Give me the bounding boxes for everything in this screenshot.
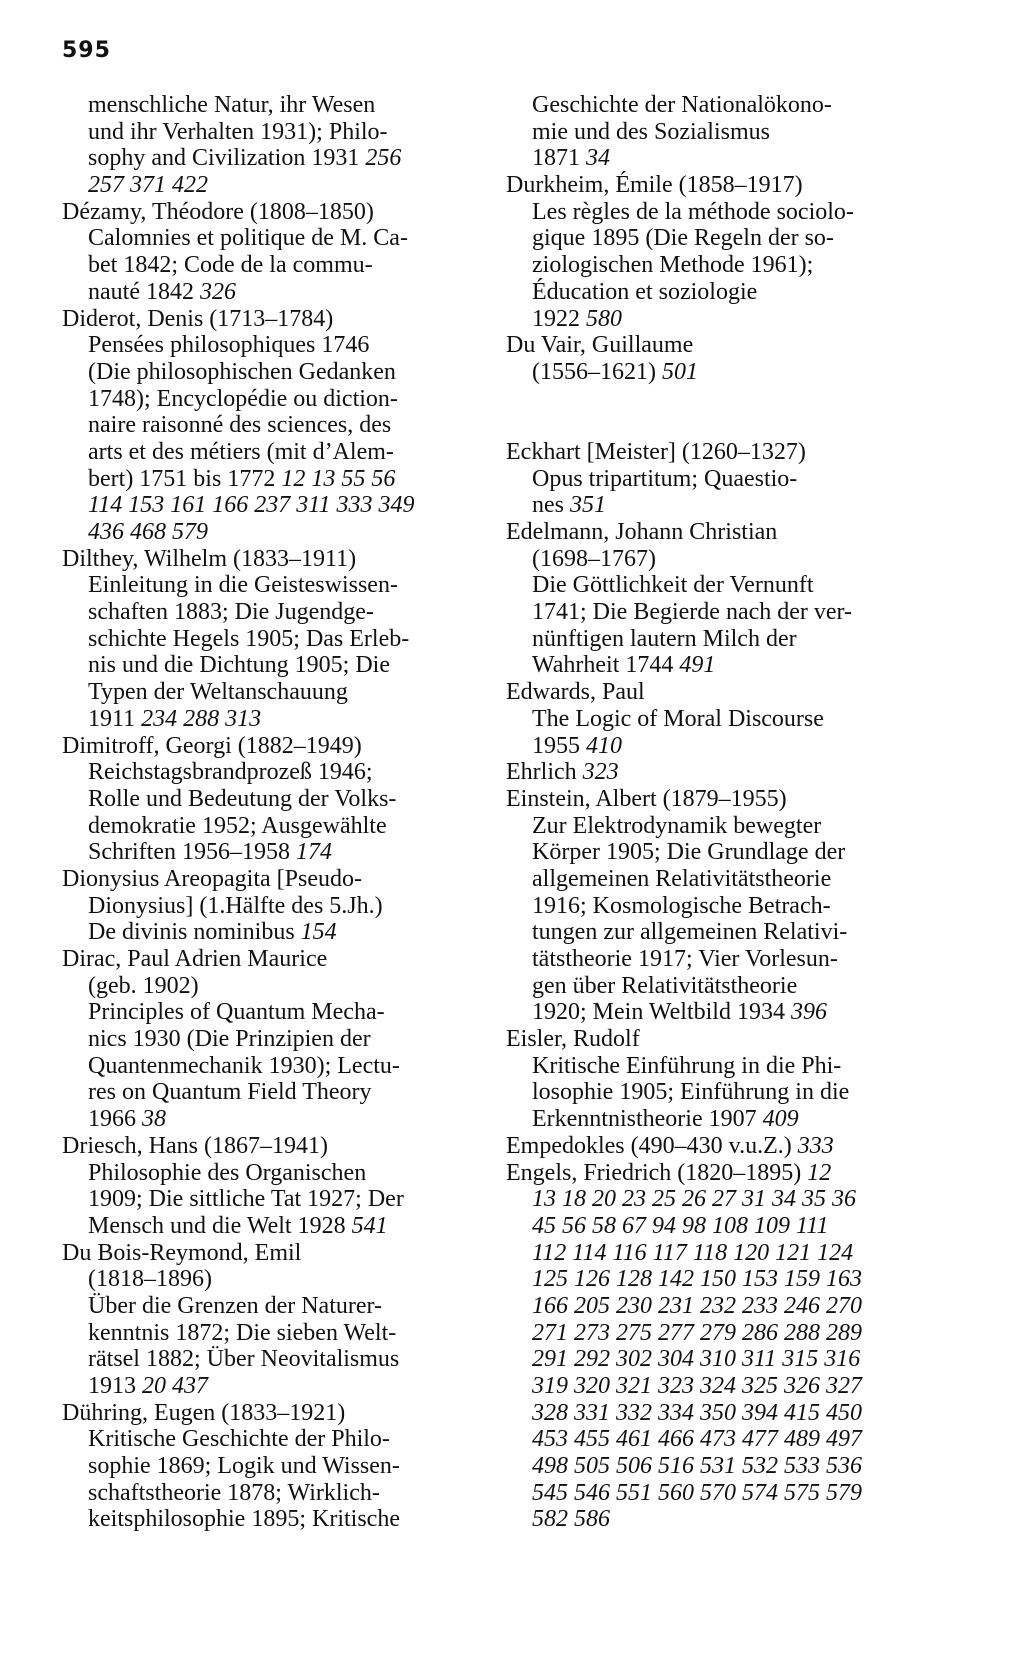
index-entry-continuation xyxy=(62,652,477,679)
index-entry-continuation xyxy=(62,999,477,1026)
page-number: 595 xyxy=(62,38,111,63)
index-entry-heading xyxy=(62,199,477,226)
entry-text: mie und des Sozialismus xyxy=(532,118,770,145)
index-entry-continuation xyxy=(62,332,477,359)
index-entry-continuation xyxy=(62,1106,477,1133)
entry-text: Schriften 1956–1958 xyxy=(88,839,296,866)
index-entry-continuation xyxy=(62,1373,477,1400)
index-entry-continuation xyxy=(506,1293,921,1320)
page-references: 13 18 20 23 25 26 27 31 34 35 36 xyxy=(532,1186,856,1213)
entry-text: ziologischen Methode 1961); xyxy=(532,252,814,279)
index-entry-continuation xyxy=(506,199,921,226)
index-entry-heading xyxy=(506,679,921,706)
entry-text: 1741; Die Begierde nach der ver- xyxy=(532,599,853,626)
index-entry-continuation xyxy=(62,359,477,386)
page-references: 234 288 313 xyxy=(141,705,262,732)
page-references: 271 273 275 277 279 286 288 289 xyxy=(532,1319,862,1346)
entry-text: 1920; Mein Weltbild 1934 xyxy=(532,999,791,1026)
entry-text: tätstheorie 1917; Vier Vorlesun- xyxy=(532,946,838,973)
entry-text: Reichstagsbrandprozeß 1946; xyxy=(88,759,373,786)
entry-text: (Die philosophischen Gedanken xyxy=(88,358,396,385)
index-entry-continuation xyxy=(506,572,921,599)
index-entry-continuation xyxy=(62,252,477,279)
page-references: 38 xyxy=(142,1106,166,1133)
entry-text: sophy and Civilization 1931 xyxy=(88,145,366,172)
index-entry-continuation xyxy=(506,252,921,279)
page-references: 12 xyxy=(807,1159,832,1186)
index-entry-continuation xyxy=(506,599,921,626)
entry-text: Wahrheit 1744 xyxy=(532,652,680,679)
entry-text: Empedokles (490–430 v.u.Z.) xyxy=(506,1132,798,1159)
entry-text: schichte Hegels 1905; Das Erleb- xyxy=(88,625,410,652)
left-column xyxy=(62,92,477,1533)
entry-text: 1955 xyxy=(532,732,586,759)
index-entry-heading xyxy=(62,946,477,973)
entry-text: menschliche Natur, ihr Wesen xyxy=(88,92,376,118)
index-entry-continuation xyxy=(506,1186,921,1213)
entry-text: Quantenmechanik 1930); Lectu- xyxy=(88,1052,400,1079)
index-entry-continuation xyxy=(62,519,477,546)
entry-text: Philosophie des Organischen xyxy=(88,1159,367,1186)
entry-text: schaftstheorie 1878; Wirklich- xyxy=(88,1479,380,1506)
entry-text: Kritische Einführung in die Phi- xyxy=(532,1052,842,1079)
index-entry-continuation xyxy=(62,679,477,706)
index-entry-continuation xyxy=(506,466,921,493)
index-entry-continuation xyxy=(506,546,921,573)
index-entry-continuation xyxy=(62,1186,477,1213)
entry-text: 1916; Kosmologische Betrach- xyxy=(532,892,831,919)
index-entry-continuation xyxy=(62,1213,477,1240)
index-entry-continuation xyxy=(506,1079,921,1106)
index-entry-heading xyxy=(62,1240,477,1267)
index-entry-continuation xyxy=(62,172,477,199)
page-references: 351 xyxy=(570,492,606,519)
entry-text: Rolle und Bedeutung der Volks- xyxy=(88,785,397,812)
right-column xyxy=(506,92,921,1533)
page-references: 12 13 55 56 xyxy=(281,465,396,492)
index-entry-continuation xyxy=(506,1320,921,1347)
entry-text: Pensées philosophiques 1746 xyxy=(88,332,370,359)
index-entry-heading xyxy=(506,439,921,466)
index-entry-continuation xyxy=(62,439,477,466)
index-entry-continuation xyxy=(506,92,921,119)
entry-text: Dilthey, Wilhelm (1833–1911) xyxy=(62,545,357,572)
entry-text: nics 1930 (Die Prinzipien der xyxy=(88,1026,371,1053)
index-entry-continuation xyxy=(62,386,477,413)
index-entry-continuation xyxy=(506,119,921,146)
entry-text: Geschichte der Nationalökono- xyxy=(532,92,832,118)
index-entry-continuation xyxy=(506,626,921,653)
index-entry-continuation xyxy=(62,919,477,946)
index-entry-continuation xyxy=(62,466,477,493)
entry-text: Eisler, Rudolf xyxy=(506,1026,640,1053)
index-entry-continuation xyxy=(62,1266,477,1293)
page-references: 34 xyxy=(586,145,610,172)
index-entry-continuation xyxy=(62,1453,477,1480)
entry-text: rätsel 1882; Über Neovitalismus xyxy=(88,1346,400,1373)
entry-text: Einleitung in die Geisteswissen- xyxy=(88,572,398,599)
index-entry-heading xyxy=(506,1160,921,1187)
index-entry-continuation xyxy=(62,92,477,119)
index-entry-continuation xyxy=(62,572,477,599)
entry-text: Du Bois-Reymond, Emil xyxy=(62,1239,302,1266)
page-references: 582 586 xyxy=(532,1506,610,1533)
index-entry-continuation xyxy=(506,706,921,733)
page-references: 174 xyxy=(295,839,332,866)
index-entry-continuation xyxy=(506,893,921,920)
page-references: 154 xyxy=(300,919,337,946)
entry-text: Körper 1905; Die Grundlage der xyxy=(532,839,846,866)
index-entry-continuation xyxy=(506,1400,921,1427)
entry-text: Du Vair, Guillaume xyxy=(506,332,694,359)
index-entry-heading xyxy=(62,866,477,893)
index-entry-continuation xyxy=(62,225,477,252)
entry-text: Principles of Quantum Mecha- xyxy=(88,999,385,1026)
entry-text: Typen der Weltanschauung xyxy=(88,679,348,706)
page-references: 326 xyxy=(199,278,236,305)
index-entry-continuation xyxy=(62,786,477,813)
entry-text: losophie 1905; Einführung in die xyxy=(532,1079,850,1106)
entry-text: bert) 1751 bis 1772 xyxy=(88,465,282,492)
index-entry-continuation xyxy=(62,1346,477,1373)
index-entry-heading xyxy=(506,759,921,786)
index-entry-continuation xyxy=(62,1026,477,1053)
index-entry-continuation xyxy=(62,759,477,786)
index-entry-heading xyxy=(506,1026,921,1053)
entry-text: 1913 xyxy=(88,1373,142,1399)
entry-text: Ehrlich xyxy=(506,759,583,786)
index-entry-heading xyxy=(62,1133,477,1160)
entry-text: Über die Grenzen der Naturer- xyxy=(88,1292,383,1319)
entry-text: Erkenntnistheorie 1907 xyxy=(532,1106,763,1133)
entry-text: Dirac, Paul Adrien Maurice xyxy=(62,946,328,972)
index-entry-continuation xyxy=(62,1293,477,1320)
index-entry-heading xyxy=(506,172,921,199)
entry-text: Durkheim, Émile (1858–1917) xyxy=(506,172,803,199)
page-references: 256 xyxy=(365,145,402,172)
index-entry-continuation xyxy=(506,733,921,760)
entry-text: Dimitroff, Georgi (1882–1949) xyxy=(62,732,362,759)
index-entry-continuation xyxy=(62,279,477,306)
index-entry-continuation xyxy=(62,1506,477,1533)
index-entry-continuation xyxy=(62,973,477,1000)
index-entry-continuation xyxy=(506,866,921,893)
page-references: 291 292 302 304 310 311 315 316 xyxy=(532,1346,861,1373)
entry-text: 1748); Encyclopédie ou diction- xyxy=(88,385,398,412)
index-entry-continuation xyxy=(62,1160,477,1187)
entry-text: arts et des métiers (mit d’Alem- xyxy=(88,438,394,465)
entry-text: Les règles de la méthode sociolo- xyxy=(532,198,854,225)
index-entry-continuation xyxy=(62,1480,477,1507)
page-references: 166 205 230 231 232 233 246 270 xyxy=(532,1292,862,1319)
entry-text: (1698–1767) xyxy=(532,545,656,572)
index-entry-continuation xyxy=(506,1240,921,1267)
index-entry-continuation xyxy=(506,1266,921,1293)
entry-text: res on Quantum Field Theory xyxy=(88,1079,372,1106)
entry-text: Dionysius] (1.Hälfte des 5.Jh.) xyxy=(88,892,383,919)
page-references: 333 xyxy=(797,1132,834,1159)
entry-text: Dühring, Eugen (1833–1921) xyxy=(62,1399,346,1426)
page-references: 319 320 321 323 324 325 326 327 xyxy=(532,1373,862,1400)
entry-text: Einstein, Albert (1879–1955) xyxy=(506,785,787,812)
entry-text: (1556–1621) xyxy=(532,358,662,385)
index-entry-heading xyxy=(62,306,477,333)
page-references: 257 371 422 xyxy=(88,172,208,199)
index-entry-continuation xyxy=(506,279,921,306)
entry-text: naire raisonné des sciences, des xyxy=(88,412,392,439)
index-entry-continuation xyxy=(506,145,921,172)
index-entry-continuation xyxy=(506,1053,921,1080)
entry-text: Die Göttlichkeit der Vernunft xyxy=(532,572,814,599)
entry-text: 1871 xyxy=(532,145,586,172)
index-entry-continuation xyxy=(62,119,477,146)
entry-text: bet 1842; Code de la commu- xyxy=(88,252,373,279)
index-entry-heading xyxy=(506,519,921,546)
index-entry-continuation xyxy=(62,813,477,840)
index-entry-continuation xyxy=(62,1320,477,1347)
index-entry-continuation xyxy=(506,1213,921,1240)
page-references: 491 xyxy=(679,652,716,679)
index-entry-continuation xyxy=(506,1346,921,1373)
entry-text: kenntnis 1872; Die sieben Welt- xyxy=(88,1319,397,1346)
page-references: 112 114 116 117 118 120 121 124 xyxy=(532,1239,854,1266)
index-entry-continuation xyxy=(506,973,921,1000)
index-entry-continuation xyxy=(506,306,921,333)
index-entry-continuation xyxy=(506,946,921,973)
index-entry-continuation xyxy=(62,893,477,920)
index-entry-continuation xyxy=(506,1506,921,1533)
index-entry-continuation xyxy=(506,1480,921,1507)
page-references: 114 153 161 166 237 311 333 349 xyxy=(88,492,415,519)
entry-text: Kritische Geschichte der Philo- xyxy=(88,1426,390,1453)
index-entry-continuation xyxy=(62,1079,477,1106)
page-references: 545 546 551 560 570 574 575 579 xyxy=(532,1479,862,1506)
entry-text: Eckhart [Meister] (1260–1327) xyxy=(506,438,806,465)
index-entry-continuation xyxy=(506,839,921,866)
index-entry-continuation xyxy=(506,652,921,679)
index-entry-continuation xyxy=(506,492,921,519)
entry-text: Engels, Friedrich (1820–1895) xyxy=(506,1159,808,1186)
page-references: 409 xyxy=(762,1106,799,1133)
page-references: 453 455 461 466 473 477 489 497 xyxy=(532,1426,862,1453)
index-entry-continuation xyxy=(62,1053,477,1080)
index-entry-continuation xyxy=(506,1426,921,1453)
entry-text: keitsphilosophie 1895; Kritische xyxy=(88,1506,400,1533)
entry-text: Diderot, Denis (1713–1784) xyxy=(62,305,334,332)
index-entry-continuation xyxy=(506,359,921,386)
index-entry-heading xyxy=(506,332,921,359)
entry-text: (1818–1896) xyxy=(88,1266,212,1293)
page-references: 541 xyxy=(351,1212,388,1239)
page-references: 328 331 332 334 350 394 415 450 xyxy=(532,1399,862,1426)
entry-text: Driesch, Hans (1867–1941) xyxy=(62,1132,328,1159)
index-entry-continuation xyxy=(62,145,477,172)
index-entry-continuation xyxy=(62,626,477,653)
index-entry-continuation xyxy=(506,999,921,1026)
entry-text: Edwards, Paul xyxy=(506,679,645,706)
entry-text: allgemeinen Relativitätstheorie xyxy=(532,865,832,892)
index-entry-heading xyxy=(62,1400,477,1427)
entry-text: 1922 xyxy=(532,305,586,332)
entry-text: nauté 1842 xyxy=(88,278,200,305)
entry-text: und ihr Verhalten 1931); Philo- xyxy=(88,118,388,145)
entry-text: Mensch und die Welt 1928 xyxy=(88,1212,352,1239)
page-references: 125 126 128 142 150 153 159 163 xyxy=(532,1266,862,1293)
index-entry-heading xyxy=(62,733,477,760)
index-entry-continuation xyxy=(506,813,921,840)
index-entry-continuation xyxy=(506,1106,921,1133)
page-references: 580 xyxy=(586,305,622,332)
index-entry-continuation xyxy=(506,919,921,946)
entry-text: 1909; Die sittliche Tat 1927; Der xyxy=(88,1186,404,1213)
entry-text: gique 1895 (Die Regeln der so- xyxy=(532,225,834,252)
index-entry-continuation xyxy=(62,839,477,866)
section-gap xyxy=(506,386,921,439)
page-references: 410 xyxy=(586,732,622,759)
entry-text: Dionysius Areopagita [Pseudo- xyxy=(62,865,362,892)
entry-text: 1911 xyxy=(88,705,142,732)
entry-text: schaften 1883; Die Jugendge- xyxy=(88,599,374,626)
index-entry-continuation xyxy=(506,1453,921,1480)
index-entry-continuation xyxy=(506,1373,921,1400)
index-entry-continuation xyxy=(506,225,921,252)
entry-text: Opus tripartitum; Quaestio- xyxy=(532,465,798,492)
index-entry-continuation xyxy=(62,1426,477,1453)
index-entry-continuation xyxy=(62,599,477,626)
page-references: 396 xyxy=(790,999,827,1026)
entry-text: Zur Elektrodynamik bewegter xyxy=(532,812,822,839)
entry-text: Calomnies et politique de M. Ca- xyxy=(88,225,408,252)
index-entry-continuation xyxy=(62,492,477,519)
entry-text: Edelmann, Johann Christian xyxy=(506,519,778,546)
entry-text: (geb. 1902) xyxy=(88,972,199,999)
entry-text: demokratie 1952; Ausgewählte xyxy=(88,812,387,839)
page-references: 45 56 58 67 94 98 108 109 111 xyxy=(532,1212,829,1239)
entry-text: tungen zur allgemeinen Relativi- xyxy=(532,919,848,946)
entry-text: 1966 xyxy=(88,1106,142,1133)
index-entry-heading xyxy=(62,546,477,573)
entry-text: Éducation et soziologie xyxy=(532,278,758,305)
entry-text: De divinis nominibus xyxy=(88,919,301,946)
entry-text: nis und die Dichtung 1905; Die xyxy=(88,652,390,679)
page-references: 436 468 579 xyxy=(88,519,208,545)
page-references: 498 505 506 516 531 532 533 536 xyxy=(532,1453,862,1480)
index-entry-continuation xyxy=(62,412,477,439)
page-references: 501 xyxy=(661,358,698,385)
index-entry-heading xyxy=(506,1133,921,1160)
entry-text: The Logic of Moral Discourse xyxy=(532,705,824,732)
entry-text: Dézamy, Théodore (1808–1850) xyxy=(62,198,374,225)
page-references: 20 437 xyxy=(142,1373,208,1399)
index-entry-heading xyxy=(506,786,921,813)
entry-text: gen über Relativitätstheorie xyxy=(532,972,798,999)
page-references: 323 xyxy=(582,759,619,786)
entry-text: nünftigen lautern Milch der xyxy=(532,625,797,652)
index-entry-continuation xyxy=(62,706,477,733)
entry-text: sophie 1869; Logik und Wissen- xyxy=(88,1453,400,1480)
entry-text: nes xyxy=(532,492,570,519)
